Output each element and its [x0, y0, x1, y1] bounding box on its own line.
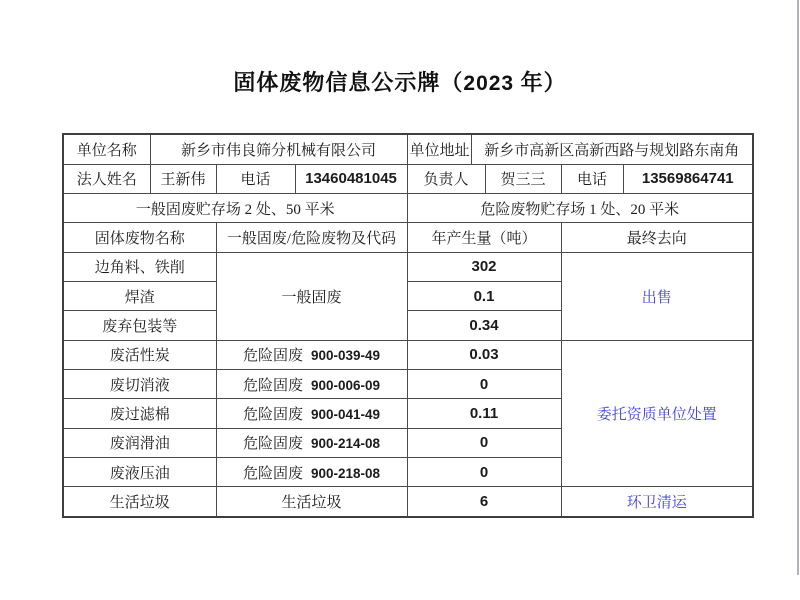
page-title	[0, 66, 800, 97]
waste-amount-cell: 0	[407, 369, 561, 398]
waste-name-cell: 生活垃圾	[63, 487, 216, 517]
manager-label: 负责人	[407, 164, 485, 193]
waste-type-label: 危险固废	[242, 377, 303, 394]
waste-type-label: 危险固废	[242, 465, 303, 482]
waste-type-cell	[216, 428, 407, 457]
row-contact-info	[63, 164, 753, 193]
manager-value: 贺三三	[485, 164, 561, 193]
header-annual-amount: 年产生量（吨）	[407, 223, 561, 252]
waste-amount-cell: 0	[407, 457, 561, 486]
waste-info-table	[62, 133, 754, 518]
waste-type-label: 危险固废	[242, 348, 303, 365]
waste-amount-cell: 0	[407, 428, 561, 457]
waste-type-cell	[216, 399, 407, 428]
waste-type-label: 一般固废	[281, 289, 342, 306]
waste-type-code: 900-006-09	[310, 377, 381, 393]
unit-name-value: 新乡市伟良筛分机械有限公司	[150, 134, 407, 164]
page-title-year: 2023	[463, 72, 515, 95]
waste-amount-cell: 302	[407, 252, 561, 281]
phone1-label: 电话	[216, 164, 295, 193]
phone2-label: 电话	[561, 164, 623, 193]
header-destination: 最终去向	[561, 223, 753, 252]
unit-name-label: 单位名称	[63, 134, 150, 164]
waste-type-cell	[216, 369, 407, 398]
legal-name-label: 法人姓名	[63, 164, 150, 193]
row-waste-carbon	[63, 340, 753, 369]
waste-amount-cell: 0.03	[407, 340, 561, 369]
row-unit-info	[63, 134, 753, 164]
waste-amount-cell: 6	[407, 487, 561, 517]
page-title-suffix: 年）	[514, 70, 567, 95]
waste-type-code: 900-039-49	[310, 348, 381, 364]
waste-name-cell: 焊渣	[63, 281, 216, 310]
row-waste-scrap	[63, 252, 753, 281]
waste-name-cell: 边角料、铁削	[63, 252, 216, 281]
waste-name-cell: 废活性炭	[63, 340, 216, 369]
waste-type-cell	[216, 340, 407, 369]
waste-amount-cell: 0.34	[407, 311, 561, 340]
header-waste-name: 固体废物名称	[63, 223, 216, 252]
page-edge-line	[797, 0, 799, 575]
waste-amount-cell: 0.11	[407, 399, 561, 428]
phone1-value: 13460481045	[295, 164, 407, 193]
waste-type-code: 900-214-08	[310, 436, 381, 452]
general-storage-cell: 一般固废贮存场 2 处、50 平米	[63, 193, 407, 222]
waste-amount-cell: 0.1	[407, 281, 561, 310]
waste-type-label: 危险固废	[242, 436, 303, 453]
waste-type-code: 900-041-49	[310, 406, 381, 422]
waste-type-code: 900-218-08	[310, 465, 381, 481]
unit-address-label: 单位地址	[407, 134, 471, 164]
waste-name-cell: 废切消液	[63, 369, 216, 398]
header-waste-type: 一般固废/危险废物及代码	[216, 223, 407, 252]
waste-destination-cell: 出售	[561, 252, 753, 340]
phone2-value: 13569864741	[623, 164, 753, 193]
unit-address-value: 新乡市高新区高新西路与规划路东南角	[471, 134, 753, 164]
hazardous-storage-cell: 危险废物贮存场 1 处、20 平米	[407, 193, 753, 222]
waste-name-cell: 废过滤棉	[63, 399, 216, 428]
waste-destination-cell: 委托资质单位处置	[561, 340, 753, 487]
waste-type-cell	[216, 252, 407, 340]
row-storage-info	[63, 193, 753, 222]
row-waste-domestic-garbage	[63, 487, 753, 517]
waste-type-cell	[216, 457, 407, 486]
waste-name-cell: 废润滑油	[63, 428, 216, 457]
waste-name-cell: 废液压油	[63, 457, 216, 486]
waste-type-cell	[216, 487, 407, 517]
page-title-text: 固体废物信息公示牌（	[233, 70, 464, 95]
row-table-header	[63, 223, 753, 252]
waste-type-label: 生活垃圾	[281, 495, 342, 512]
legal-name-value: 王新伟	[150, 164, 216, 193]
waste-name-cell: 废弃包装等	[63, 311, 216, 340]
waste-destination-cell: 环卫清运	[561, 487, 753, 517]
waste-type-label: 危险固废	[242, 406, 303, 423]
